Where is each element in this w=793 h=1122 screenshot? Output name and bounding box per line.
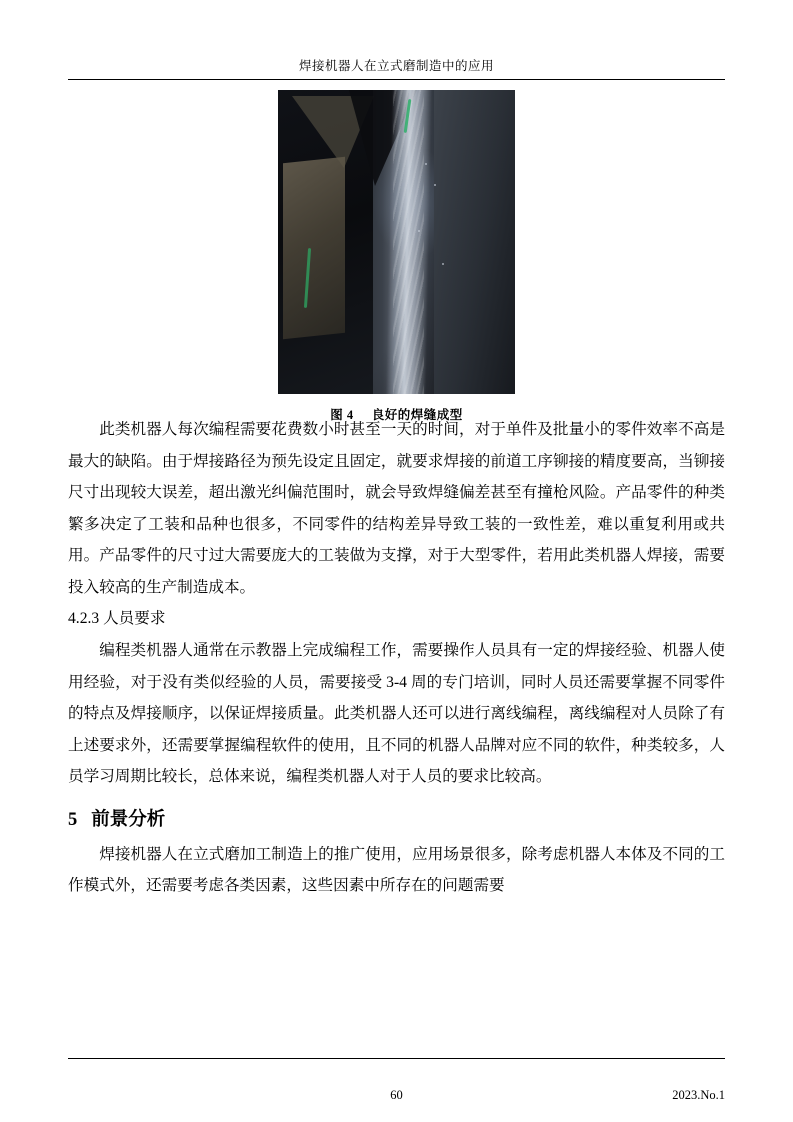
paragraph-1: 此类机器人每次编程需要花费数小时甚至一天的时间，对于单件及批量小的零件效率不高是最大的缺陷。由于焊接路径为预先设定且固定，就要求焊接的前道工序铆接的精度要高，当铆接尺寸出现较大误差，超出激光纠偏范围时，就会导致焊缝偏差甚至有撞枪风险。产品零件的种类繁多决定了工装和品种也很多，不同零件的结构差异导致工装的一致性差，难以重复利用或共用。产品零件的尺寸过大需要庞大的工装做为支撑，对于大型零件，若用此类机器人焊接，需要投入较高的生产制造成本。 — [68, 421, 725, 596]
photo-spatter-speck — [442, 263, 444, 265]
footer-divider — [68, 1058, 725, 1059]
section-number: 5 — [68, 809, 78, 830]
body-text — [68, 414, 725, 902]
page-number: 60 — [390, 1088, 403, 1102]
photo-right-panel — [434, 90, 515, 394]
paragraph-2: 编程类机器人通常在示教器上完成编程工作，需要操作人员具有一定的焊接经验、机器人使用经验，对于没有类似经验的人员，需要接受 3-4 周的专门培训，同时人员还需要掌握不同零件的特点及焊接顺序，以保证焊接质量。此类机器人还可以进行离线编程，离线编程对人员除了有上述要求外，还需要掌握编程软件的使用，且不同的机器人品牌对应不同的软件，种类较多，人员学习周期比较长，总体来说，编程类机器人对于人员的要求比较高。 — [68, 642, 725, 785]
page-content — [68, 0, 725, 1122]
header-divider — [68, 79, 725, 80]
section-title: 前景分析 — [91, 809, 166, 830]
paragraph-3: 焊接机器人在立式磨加工制造上的推广使用，应用场景很多，除考虑机器人本体及不同的工作模式外，还需要考虑各类因素，这些因素中所存在的问题需要 — [68, 845, 725, 894]
photo-spatter-speck — [425, 163, 427, 165]
issue-label: 2023.No.1 — [672, 1088, 725, 1102]
subheading-423: 4.2.3 人员要求 — [68, 610, 166, 627]
photo-weld-ripples — [393, 90, 424, 394]
photo-spatter-speck — [418, 230, 420, 232]
figure-caption-text: 良好的焊缝成型 — [371, 408, 463, 422]
weld-seam-photo — [278, 90, 515, 394]
running-head: 焊接机器人在立式磨制造中的应用 — [298, 59, 494, 73]
figure-caption-label: 图 4 — [330, 408, 354, 422]
photo-metal-plate — [283, 157, 345, 340]
figure-block — [68, 90, 725, 423]
section-heading-5 — [68, 803, 725, 837]
